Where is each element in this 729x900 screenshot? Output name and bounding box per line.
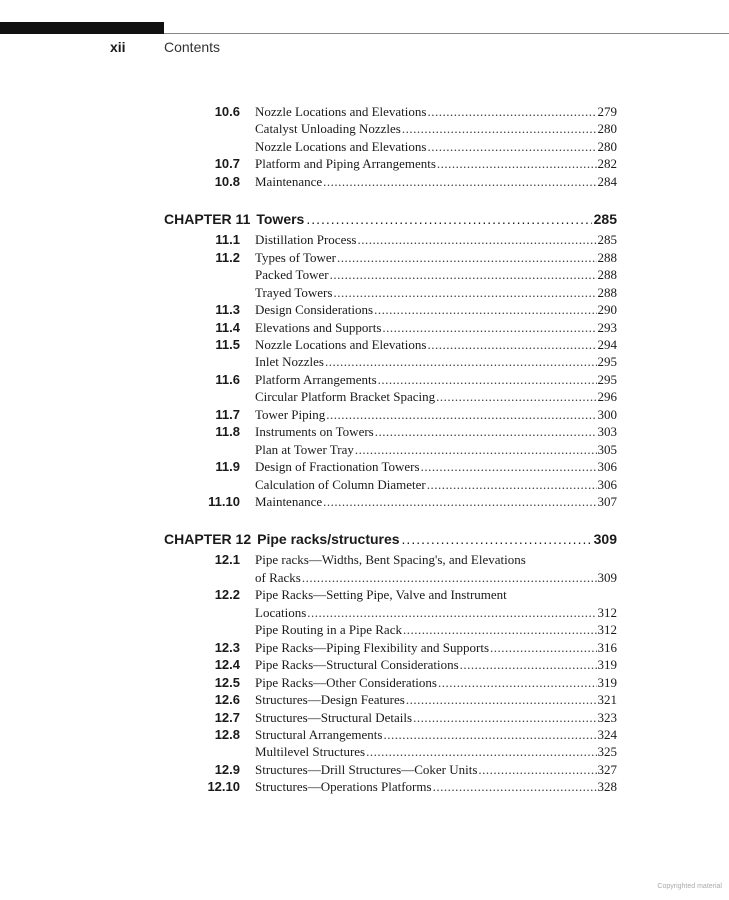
leader-dots	[437, 155, 597, 172]
section-title: Distillation Process	[255, 232, 357, 248]
leader-dots	[413, 709, 596, 726]
section-page: 288	[597, 249, 617, 265]
toc-entry[interactable]	[0, 743, 729, 760]
section-number: 11.2	[215, 249, 240, 265]
section-number: 11.8	[215, 424, 240, 440]
leader-dots	[375, 423, 597, 440]
section-page: 279	[597, 104, 617, 119]
section-number: 11.9	[215, 459, 240, 475]
section-page: 307	[597, 494, 617, 509]
toc-entry[interactable]	[0, 336, 729, 353]
section-page: 305	[597, 441, 617, 457]
leader-dots	[330, 266, 597, 283]
section-page: 325	[597, 744, 617, 760]
section-number: 12.6	[214, 692, 240, 708]
section-title: Nozzle Locations and Elevations	[255, 336, 427, 352]
leader-dots	[382, 319, 596, 336]
section-number: 10.8	[214, 173, 240, 189]
section-number: 11.5	[215, 336, 240, 352]
leader-dots	[421, 458, 597, 475]
section-page: 319	[597, 674, 617, 690]
section-title: Catalyst Unloading Nozzles	[255, 121, 401, 137]
toc-entry[interactable]	[0, 493, 729, 510]
section-title: Inlet Nozzles	[255, 354, 324, 370]
section-page: 306	[597, 459, 617, 475]
header-rule	[164, 33, 729, 34]
section-page: 280	[597, 121, 617, 137]
section-title: Pipe Racks—Structural Considerations	[255, 657, 459, 673]
leader-dots	[325, 353, 597, 370]
section-page: 295	[597, 371, 617, 387]
section-title: Structures—Operations Platforms	[255, 779, 432, 795]
section-title: Calculation of Column Diameter	[255, 476, 426, 492]
toc-entry[interactable]	[0, 569, 729, 586]
chapter-title: Towers	[256, 211, 305, 228]
section-page: 321	[597, 692, 617, 708]
toc-entry[interactable]	[0, 674, 729, 691]
toc-entry[interactable]	[0, 604, 729, 621]
section-title: Structures—Structural Details	[255, 709, 413, 725]
leader-dots	[323, 493, 596, 510]
toc-entry[interactable]	[0, 726, 729, 743]
toc-entry[interactable]	[0, 138, 729, 155]
toc-entry[interactable]	[0, 441, 729, 458]
section-number: 11.6	[215, 371, 240, 387]
leader-dots	[383, 726, 596, 743]
section-page: 280	[597, 138, 617, 154]
section-number: 12.2	[214, 587, 240, 603]
toc-entry[interactable]	[0, 353, 729, 370]
section-title: Design of Fractionation Towers	[255, 459, 420, 475]
section-number: 12.9	[214, 761, 240, 777]
toc-entry[interactable]	[0, 249, 729, 266]
section-title: Trayed Towers	[255, 284, 333, 300]
toc-entry[interactable]	[0, 301, 729, 318]
section-number: 11.3	[215, 302, 240, 318]
leader-dots	[402, 530, 592, 548]
section-number: 12.10	[207, 779, 240, 795]
section-page: 324	[597, 726, 617, 742]
section-number: 12.7	[214, 709, 240, 725]
section-page: 327	[597, 761, 617, 777]
toc-entry[interactable]	[0, 284, 729, 301]
toc-entry[interactable]	[0, 231, 729, 248]
section-title: Nozzle Locations and Elevations	[255, 104, 427, 119]
section-title: Structures—Drill Structures—Coker Units	[255, 761, 478, 777]
section-title: Instruments on Towers	[255, 424, 374, 440]
toc-entry[interactable]	[0, 639, 729, 656]
section-title: Packed Tower	[255, 267, 329, 283]
leader-dots	[436, 388, 596, 405]
section-title: Elevations and Supports	[255, 319, 382, 335]
leader-dots	[433, 778, 597, 795]
chapter-heading[interactable]	[164, 210, 617, 228]
toc-entry[interactable]	[0, 319, 729, 336]
section-title: Platform and Piping Arrangements	[255, 156, 436, 172]
section-page: 312	[597, 622, 617, 638]
section-page: 328	[597, 779, 617, 795]
running-head: Contents	[164, 39, 221, 55]
leader-dots	[337, 249, 597, 266]
section-title: Nozzle Locations and Elevations	[255, 138, 427, 154]
section-title: Maintenance	[255, 173, 323, 189]
leader-dots	[403, 621, 597, 638]
section-page: 309	[597, 569, 617, 585]
section-title: Pipe Routing in a Pipe Rack	[255, 622, 402, 638]
leader-dots	[438, 674, 597, 691]
section-number: 12.8	[214, 726, 240, 742]
toc-entry[interactable]	[0, 551, 729, 568]
chapter-heading[interactable]	[164, 530, 617, 548]
section-title: Locations	[255, 604, 307, 620]
leader-dots	[427, 138, 596, 155]
toc-entry[interactable]	[0, 423, 729, 440]
section-title: Pipe Racks—Setting Pipe, Valve and Instrument	[255, 587, 507, 603]
toc-entry[interactable]	[0, 155, 729, 172]
leader-dots	[378, 371, 597, 388]
section-title: Pipe Racks—Other Considerations	[255, 674, 437, 690]
section-page: 285	[597, 232, 617, 248]
toc-entry[interactable]	[0, 476, 729, 493]
toc-entry[interactable]	[0, 388, 729, 405]
section-page: 290	[597, 302, 617, 318]
section-title: Structures—Design Features	[255, 692, 405, 708]
section-title: Pipe racks—Widths, Bent Spacing's, and Elevations	[255, 552, 526, 568]
chapter-title: Pipe racks/structures	[257, 531, 400, 548]
section-title: Multilevel Structures	[255, 744, 366, 760]
page-number: xii	[110, 39, 126, 55]
section-title: Platform Arrangements	[255, 371, 377, 387]
section-title: Types of Tower	[255, 249, 336, 265]
toc-entry[interactable]	[0, 691, 729, 708]
toc-entry[interactable]	[0, 458, 729, 475]
leader-dots	[406, 691, 597, 708]
leader-dots	[490, 639, 596, 656]
toc-entry[interactable]	[0, 103, 729, 120]
toc-entry[interactable]	[0, 656, 729, 673]
leader-dots	[302, 569, 597, 586]
section-number: 12.3	[214, 639, 240, 655]
section-title: Tower Piping	[255, 406, 326, 422]
section-number: 10.6	[214, 104, 240, 119]
section-title: Design Considerations	[255, 302, 374, 318]
section-title: Plan at Tower Tray	[255, 441, 354, 457]
leader-dots	[366, 743, 596, 760]
leader-dots	[357, 231, 596, 248]
section-page: 319	[597, 657, 617, 673]
section-page: 282	[597, 156, 617, 172]
section-number: 10.7	[214, 156, 240, 172]
section-number: 11.4	[215, 319, 240, 335]
leader-dots	[307, 604, 596, 621]
toc-entry[interactable]	[0, 173, 729, 190]
leader-dots	[427, 336, 596, 353]
section-title: Maintenance	[255, 494, 323, 509]
section-page: 293	[597, 319, 617, 335]
toc-entry[interactable]	[0, 266, 729, 283]
chapter-label: CHAPTER 12	[164, 531, 252, 548]
leader-dots	[402, 120, 597, 137]
section-page: 323	[597, 709, 617, 725]
section-title: Structural Arrangements	[255, 726, 383, 742]
section-page: 306	[597, 476, 617, 492]
toc-entry[interactable]	[0, 406, 729, 423]
toc-entry[interactable]	[0, 371, 729, 388]
header-bar	[0, 22, 164, 34]
section-number: 12.4	[214, 657, 240, 673]
section-page: 296	[597, 389, 617, 405]
section-page: 284	[597, 173, 617, 189]
leader-dots	[427, 103, 596, 120]
section-number: 12.5	[214, 674, 240, 690]
copyright-notice: Copyrighted material	[657, 883, 722, 890]
section-page: 288	[597, 284, 617, 300]
section-page: 303	[597, 424, 617, 440]
toc-entry[interactable]	[0, 709, 729, 726]
toc-entry[interactable]	[0, 761, 729, 778]
leader-dots	[427, 476, 597, 493]
section-title: of Racks	[255, 569, 301, 585]
section-page: 295	[597, 354, 617, 370]
toc-entry[interactable]	[0, 778, 729, 795]
chapter-label: CHAPTER 11	[164, 211, 251, 228]
section-number: 12.1	[214, 552, 240, 568]
leader-dots	[374, 301, 596, 318]
leader-dots	[326, 406, 596, 423]
section-number: 11.1	[215, 232, 240, 248]
section-page: 288	[597, 267, 617, 283]
section-page: 316	[597, 639, 617, 655]
section-title: Pipe Racks—Piping Flexibility and Supports	[255, 639, 490, 655]
chapter-page: 309	[593, 531, 617, 548]
section-page: 300	[597, 406, 617, 422]
toc-entry[interactable]	[0, 120, 729, 137]
leader-dots	[478, 761, 596, 778]
section-page: 294	[597, 336, 617, 352]
toc-entry[interactable]	[0, 586, 729, 603]
leader-dots	[333, 284, 596, 301]
leader-dots	[306, 210, 591, 228]
leader-dots	[323, 173, 596, 190]
leader-dots	[355, 441, 597, 458]
leader-dots	[460, 656, 597, 673]
section-number: 11.7	[215, 406, 240, 422]
chapter-page: 285	[593, 211, 617, 228]
toc-entry[interactable]	[0, 621, 729, 638]
section-number: 11.10	[208, 494, 240, 509]
section-title: Circular Platform Bracket Spacing	[255, 389, 436, 405]
section-page: 312	[597, 604, 617, 620]
